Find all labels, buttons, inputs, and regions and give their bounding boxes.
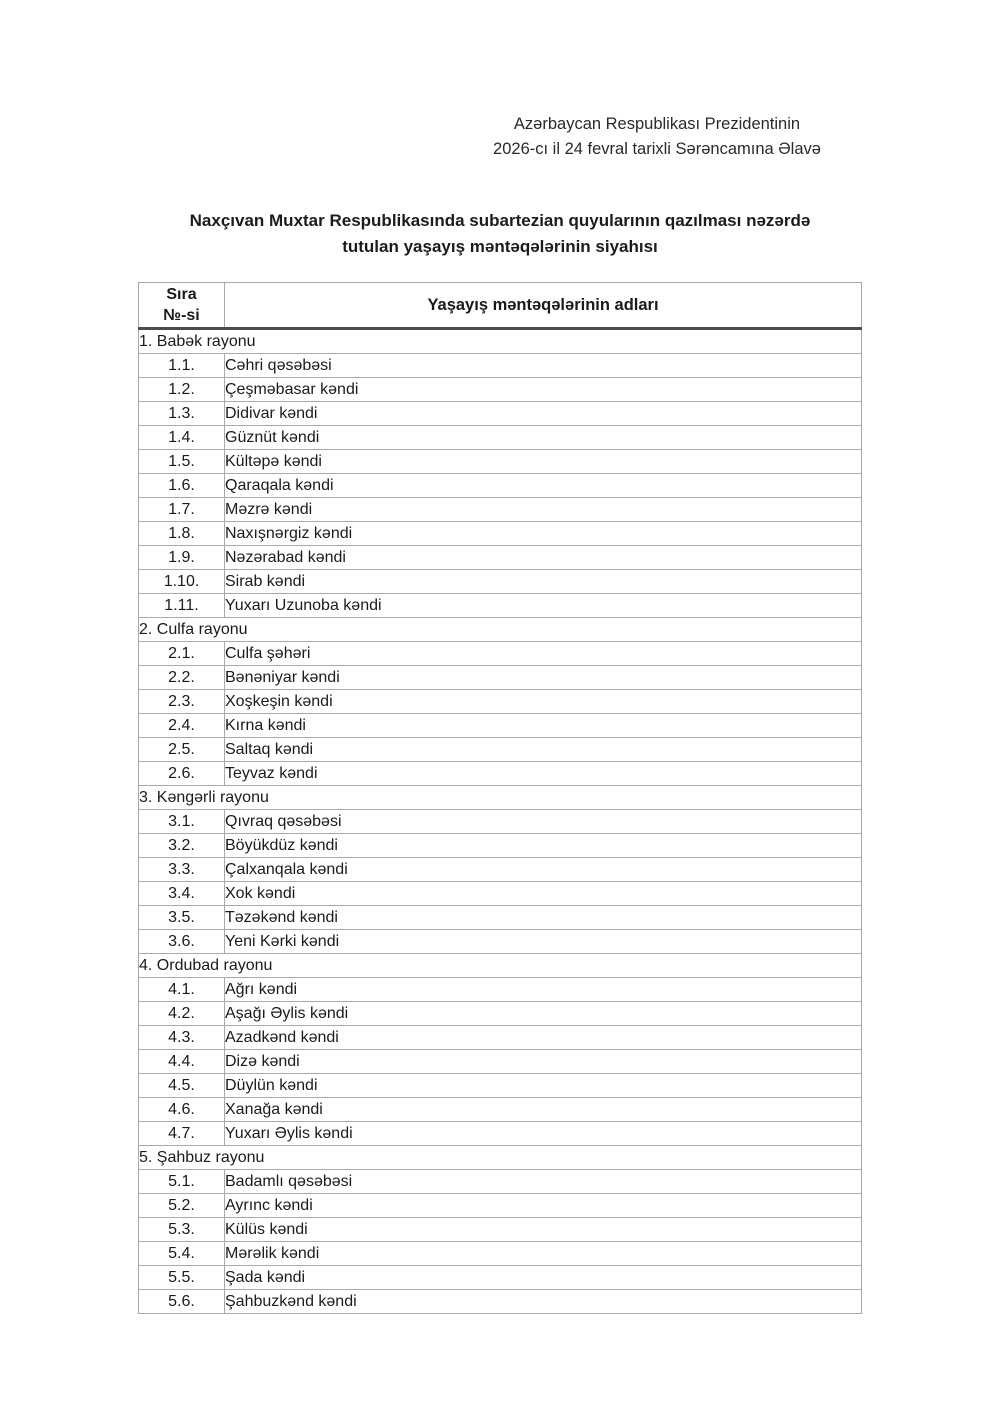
row-number: 3.4. xyxy=(139,882,225,906)
row-number: 3.5. xyxy=(139,906,225,930)
row-settlement-name: Təzəkənd kəndi xyxy=(225,906,862,930)
row-number: 1.3. xyxy=(139,402,225,426)
table-body xyxy=(139,329,862,1314)
table-row xyxy=(139,1242,862,1266)
row-settlement-name: Çeşməbasar kəndi xyxy=(225,378,862,402)
row-number: 1.4. xyxy=(139,426,225,450)
row-number: 1.8. xyxy=(139,522,225,546)
row-settlement-name: Qaraqala kəndi xyxy=(225,474,862,498)
row-number: 4.3. xyxy=(139,1026,225,1050)
table-row xyxy=(139,762,862,786)
row-number: 2.1. xyxy=(139,642,225,666)
table-row xyxy=(139,858,862,882)
row-number: 1.2. xyxy=(139,378,225,402)
table-row xyxy=(139,474,862,498)
row-number: 4.6. xyxy=(139,1098,225,1122)
table-header-row xyxy=(139,283,862,329)
row-settlement-name: Məzrə kəndi xyxy=(225,498,862,522)
table-row xyxy=(139,1266,862,1290)
table-row xyxy=(139,690,862,714)
table-row xyxy=(139,1290,862,1314)
row-settlement-name: Çalxanqala kəndi xyxy=(225,858,862,882)
row-number: 3.1. xyxy=(139,810,225,834)
row-settlement-name: Culfa şəhəri xyxy=(225,642,862,666)
row-settlement-name: Yuxarı Uzunoba kəndi xyxy=(225,594,862,618)
table-row xyxy=(139,1122,862,1146)
table-row xyxy=(139,642,862,666)
table-row xyxy=(139,450,862,474)
table-row xyxy=(139,738,862,762)
col-header-settlement-names: Yaşayış məntəqələrinin adları xyxy=(225,283,862,329)
row-settlement-name: Yeni Kərki kəndi xyxy=(225,930,862,954)
row-settlement-name: Yuxarı Əylis kəndi xyxy=(225,1122,862,1146)
table-row xyxy=(139,1194,862,1218)
row-settlement-name: Qıvraq qəsəbəsi xyxy=(225,810,862,834)
table-row xyxy=(139,978,862,1002)
table-row xyxy=(139,594,862,618)
section-row xyxy=(139,786,862,810)
row-number: 1.7. xyxy=(139,498,225,522)
row-number: 2.3. xyxy=(139,690,225,714)
table-row xyxy=(139,930,862,954)
row-settlement-name: Düylün kəndi xyxy=(225,1074,862,1098)
row-settlement-name: Nəzərabad kəndi xyxy=(225,546,862,570)
row-settlement-name: Xok kəndi xyxy=(225,882,862,906)
row-number: 1.6. xyxy=(139,474,225,498)
row-settlement-name: Ağrı kəndi xyxy=(225,978,862,1002)
annex-line-1: Azərbaycan Respublikası Prezidentinin xyxy=(513,115,801,133)
section-row xyxy=(139,329,862,354)
table-row xyxy=(139,354,862,378)
row-settlement-name: Kırna kəndi xyxy=(225,714,862,738)
table-row xyxy=(139,498,862,522)
col-header-order-number-line-2: №-si xyxy=(163,307,200,324)
row-number: 3.2. xyxy=(139,834,225,858)
row-number: 5.5. xyxy=(139,1266,225,1290)
table-row xyxy=(139,906,862,930)
row-settlement-name: Şada kəndi xyxy=(225,1266,862,1290)
row-settlement-name: Naxışnərgiz kəndi xyxy=(225,522,862,546)
row-settlement-name: Dizə kəndi xyxy=(225,1050,862,1074)
row-settlement-name: Xanağa kəndi xyxy=(225,1098,862,1122)
table-row xyxy=(139,1050,862,1074)
row-number: 2.4. xyxy=(139,714,225,738)
row-settlement-name: Ayrınc kəndi xyxy=(225,1194,862,1218)
row-number: 1.10. xyxy=(139,570,225,594)
row-settlement-name: Mərəlik kəndi xyxy=(225,1242,862,1266)
row-number: 4.1. xyxy=(139,978,225,1002)
section-row xyxy=(139,954,862,978)
row-settlement-name: Güznüt kəndi xyxy=(225,426,862,450)
document-title xyxy=(105,208,895,260)
annex-note xyxy=(357,112,957,162)
row-settlement-name: Aşağı Əylis kəndi xyxy=(225,1002,862,1026)
row-number: 4.7. xyxy=(139,1122,225,1146)
row-settlement-name: Böyükdüz kəndi xyxy=(225,834,862,858)
row-number: 4.2. xyxy=(139,1002,225,1026)
table-row xyxy=(139,1098,862,1122)
row-number: 3.3. xyxy=(139,858,225,882)
row-number: 1.1. xyxy=(139,354,225,378)
row-number: 4.5. xyxy=(139,1074,225,1098)
row-settlement-name: Cəhri qəsəbəsi xyxy=(225,354,862,378)
row-settlement-name: Azadkənd kəndi xyxy=(225,1026,862,1050)
row-number: 5.4. xyxy=(139,1242,225,1266)
title-line-1: Naxçıvan Muxtar Respublikasında subartezian quyularının qazılması nəzərdə xyxy=(189,211,811,230)
row-number: 1.11. xyxy=(139,594,225,618)
row-settlement-name: Şahbuzkənd kəndi xyxy=(225,1290,862,1314)
row-settlement-name: Kültəpə kəndi xyxy=(225,450,862,474)
table-row xyxy=(139,1026,862,1050)
row-number: 1.5. xyxy=(139,450,225,474)
section-title: 2. Culfa rayonu xyxy=(139,618,862,642)
col-header-order-number xyxy=(139,283,225,329)
table-row xyxy=(139,570,862,594)
table-row xyxy=(139,378,862,402)
table-row xyxy=(139,522,862,546)
section-row xyxy=(139,618,862,642)
row-number: 5.2. xyxy=(139,1194,225,1218)
table-row xyxy=(139,882,862,906)
section-title: 4. Ordubad rayonu xyxy=(139,954,862,978)
table-row xyxy=(139,1002,862,1026)
table-row xyxy=(139,810,862,834)
table-row xyxy=(139,834,862,858)
row-settlement-name: Bənəniyar kəndi xyxy=(225,666,862,690)
table-row xyxy=(139,714,862,738)
table-row xyxy=(139,666,862,690)
table-row xyxy=(139,1170,862,1194)
row-number: 5.1. xyxy=(139,1170,225,1194)
settlements-table xyxy=(138,282,862,1314)
row-settlement-name: Teyvaz kəndi xyxy=(225,762,862,786)
row-number: 4.4. xyxy=(139,1050,225,1074)
title-line-2: tutulan yaşayış məntəqələrinin siyahısı xyxy=(342,237,658,256)
row-number: 2.2. xyxy=(139,666,225,690)
row-number: 2.6. xyxy=(139,762,225,786)
row-number: 3.6. xyxy=(139,930,225,954)
row-number: 5.3. xyxy=(139,1218,225,1242)
row-settlement-name: Külüs kəndi xyxy=(225,1218,862,1242)
table-row xyxy=(139,426,862,450)
row-number: 2.5. xyxy=(139,738,225,762)
table-row xyxy=(139,546,862,570)
row-settlement-name: Didivar kəndi xyxy=(225,402,862,426)
section-title: 1. Babək rayonu xyxy=(139,329,862,354)
row-number: 1.9. xyxy=(139,546,225,570)
row-number: 5.6. xyxy=(139,1290,225,1314)
section-row xyxy=(139,1146,862,1170)
row-settlement-name: Badamlı qəsəbəsi xyxy=(225,1170,862,1194)
table-row xyxy=(139,1218,862,1242)
row-settlement-name: Xoşkeşin kəndi xyxy=(225,690,862,714)
section-title: 5. Şahbuz rayonu xyxy=(139,1146,862,1170)
row-settlement-name: Sirab kəndi xyxy=(225,570,862,594)
table-row xyxy=(139,402,862,426)
section-title: 3. Kəngərli rayonu xyxy=(139,786,862,810)
col-header-order-number-line-1: Sıra xyxy=(166,286,197,303)
table-wrapper xyxy=(138,282,1000,1314)
table-row xyxy=(139,1074,862,1098)
annex-line-2: 2026-cı il 24 fevral tarixli Sərəncamına Əlavə xyxy=(493,140,821,158)
row-settlement-name: Saltaq kəndi xyxy=(225,738,862,762)
